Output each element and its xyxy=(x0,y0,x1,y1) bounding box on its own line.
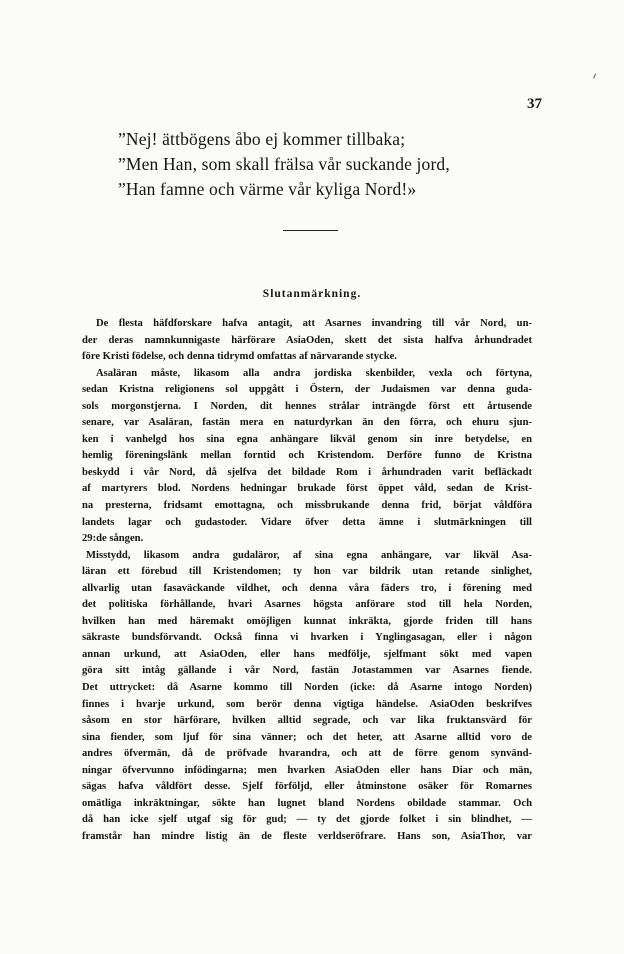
body-line: före Kristi födelse, och denna tidrymd omfattas af närvarande stycke. xyxy=(82,351,397,363)
body-line: sedan Kristna religionens sol uppgått i Östern, der Judaismen var denna guda- xyxy=(82,384,532,396)
verse-line: ”Nej! ättbögens åbo ej kommer tillbaka; xyxy=(118,129,406,149)
verse-stanza xyxy=(118,127,538,202)
verse-line: ”Han famne och värme vår kyliga Nord!» xyxy=(118,179,417,199)
body-line: Misstydd, likasom andra gudaläror, af sina egna anhängare, var likväl Asa- xyxy=(86,549,532,561)
page-number: 37 xyxy=(527,96,542,112)
body-line: då han icke sjelf utgaf sig för gud; — ty det gjorde folket i sin blindhet, — xyxy=(82,814,532,826)
body-line: det politiska förhållande, hvari Asarnes högsta anförare stod till hela Norden, xyxy=(82,599,532,611)
body-line: säkraste bundsförvandt. Också finna vi hvarken i Ynglingasagan, eller i någon xyxy=(82,632,532,644)
body-line: finnes i hvarje urkund, som berör denna vigtiga händelse. AsiaOden beskrifves xyxy=(82,698,532,710)
body-line: andres öfvermän, då de pröfvade hvarandra, och att de förre genom synvänd- xyxy=(82,748,532,760)
body-line: ningar öfvervunno infödingarna; men hvarken AsiaOden eller hans Diar och män, xyxy=(82,764,532,776)
body-line: göra sitt intåg gällande i vår Nord, fastän Jotastammen var Asarnes fiende. xyxy=(82,665,532,677)
body-line: Asaläran måste, likasom alla andra jordiska skenbilder, vexla och förtyna, xyxy=(96,367,532,379)
body-line: annan urkund, att AsiaOden, eller hans medfölje, sjelfmant sökt med vapen xyxy=(82,648,532,660)
body-line: De flesta häfdforskare hafva antagit, att Asarnes invandring till vår Nord, un- xyxy=(96,318,532,329)
body-line: 29:de sången. xyxy=(82,533,144,545)
body-line: ken i vanhelgd hos sina egna anhängare likväl genom sin inre betydelse, en xyxy=(82,433,532,445)
body-line: senare, var Asaläran, fastän mera en naturdyrkan än den förra, och ehuru sjun- xyxy=(82,417,532,429)
body-line: omätliga inkräktningar, sökte han lugnet bland Nordens obildade stammar. Och xyxy=(82,797,532,809)
body-line: beskydd i vår Nord, då sjelfva det bildade Rom i århundraden varit befläckadt xyxy=(82,466,532,478)
verse-line: ”Men Han, som skall frälsa vår suckande jord, xyxy=(118,154,450,174)
body-line: såsom en stor härförare, hvilken alltid segrade, och var lika fruktansvärd för xyxy=(82,715,532,727)
body-line: der deras namnkunnigaste härförare AsiaOden, skett det sista halfva århundradet xyxy=(82,334,532,346)
body-line: Det uttrycket: då Asarne kommo till Norden (icke: då Asarne intogo Norden) xyxy=(82,682,532,694)
margin-mark xyxy=(593,74,598,80)
section-divider xyxy=(283,230,338,231)
body-text xyxy=(82,316,532,846)
body-line: framstår han mindre listig än de fleste verldseröfrare. Hans son, AsiaThor, var xyxy=(82,830,532,842)
body-line: na presterna, fridsamt emottagna, och missbrukande denna frid, börjat våldföra xyxy=(82,500,532,512)
body-line: läran ett förebud till Kristendomen; ty hon var bildrik utan retande sinlighet, xyxy=(82,566,532,578)
body-line: hemlig föreningslänk mellan forntid och Kristendom. Derföre funno de Kristna xyxy=(82,450,532,462)
body-line: sägas hafva våldfört desse. Sjelf förföljd, eller åtminstone osäker för Romarnes xyxy=(82,781,532,793)
section-heading: Slutanmärkning. xyxy=(262,288,362,300)
body-line: af martyrers blod. Nordens hedningar brukade först öppet våld, sedan de Krist- xyxy=(82,483,532,495)
body-line: sina fiender, som ljuf för sina vänner; och det heter, att Asarne alltid voro de xyxy=(82,731,532,743)
body-line: allvarlig utan fasaväckande vildhet, och denna våra fäders tro, i förening med xyxy=(82,582,532,594)
body-line: hvilken han med häremakt omöjligen kunnat inkräkta, gjorde friden till hans xyxy=(82,615,532,627)
body-line: sols morgonstjerna. I Norden, dit hennes strålar inträngde först ett årtusende xyxy=(82,400,532,412)
body-line: landets lagar och gudastoder. Vidare öfver detta ämne i slutmärkningen till xyxy=(82,516,532,528)
